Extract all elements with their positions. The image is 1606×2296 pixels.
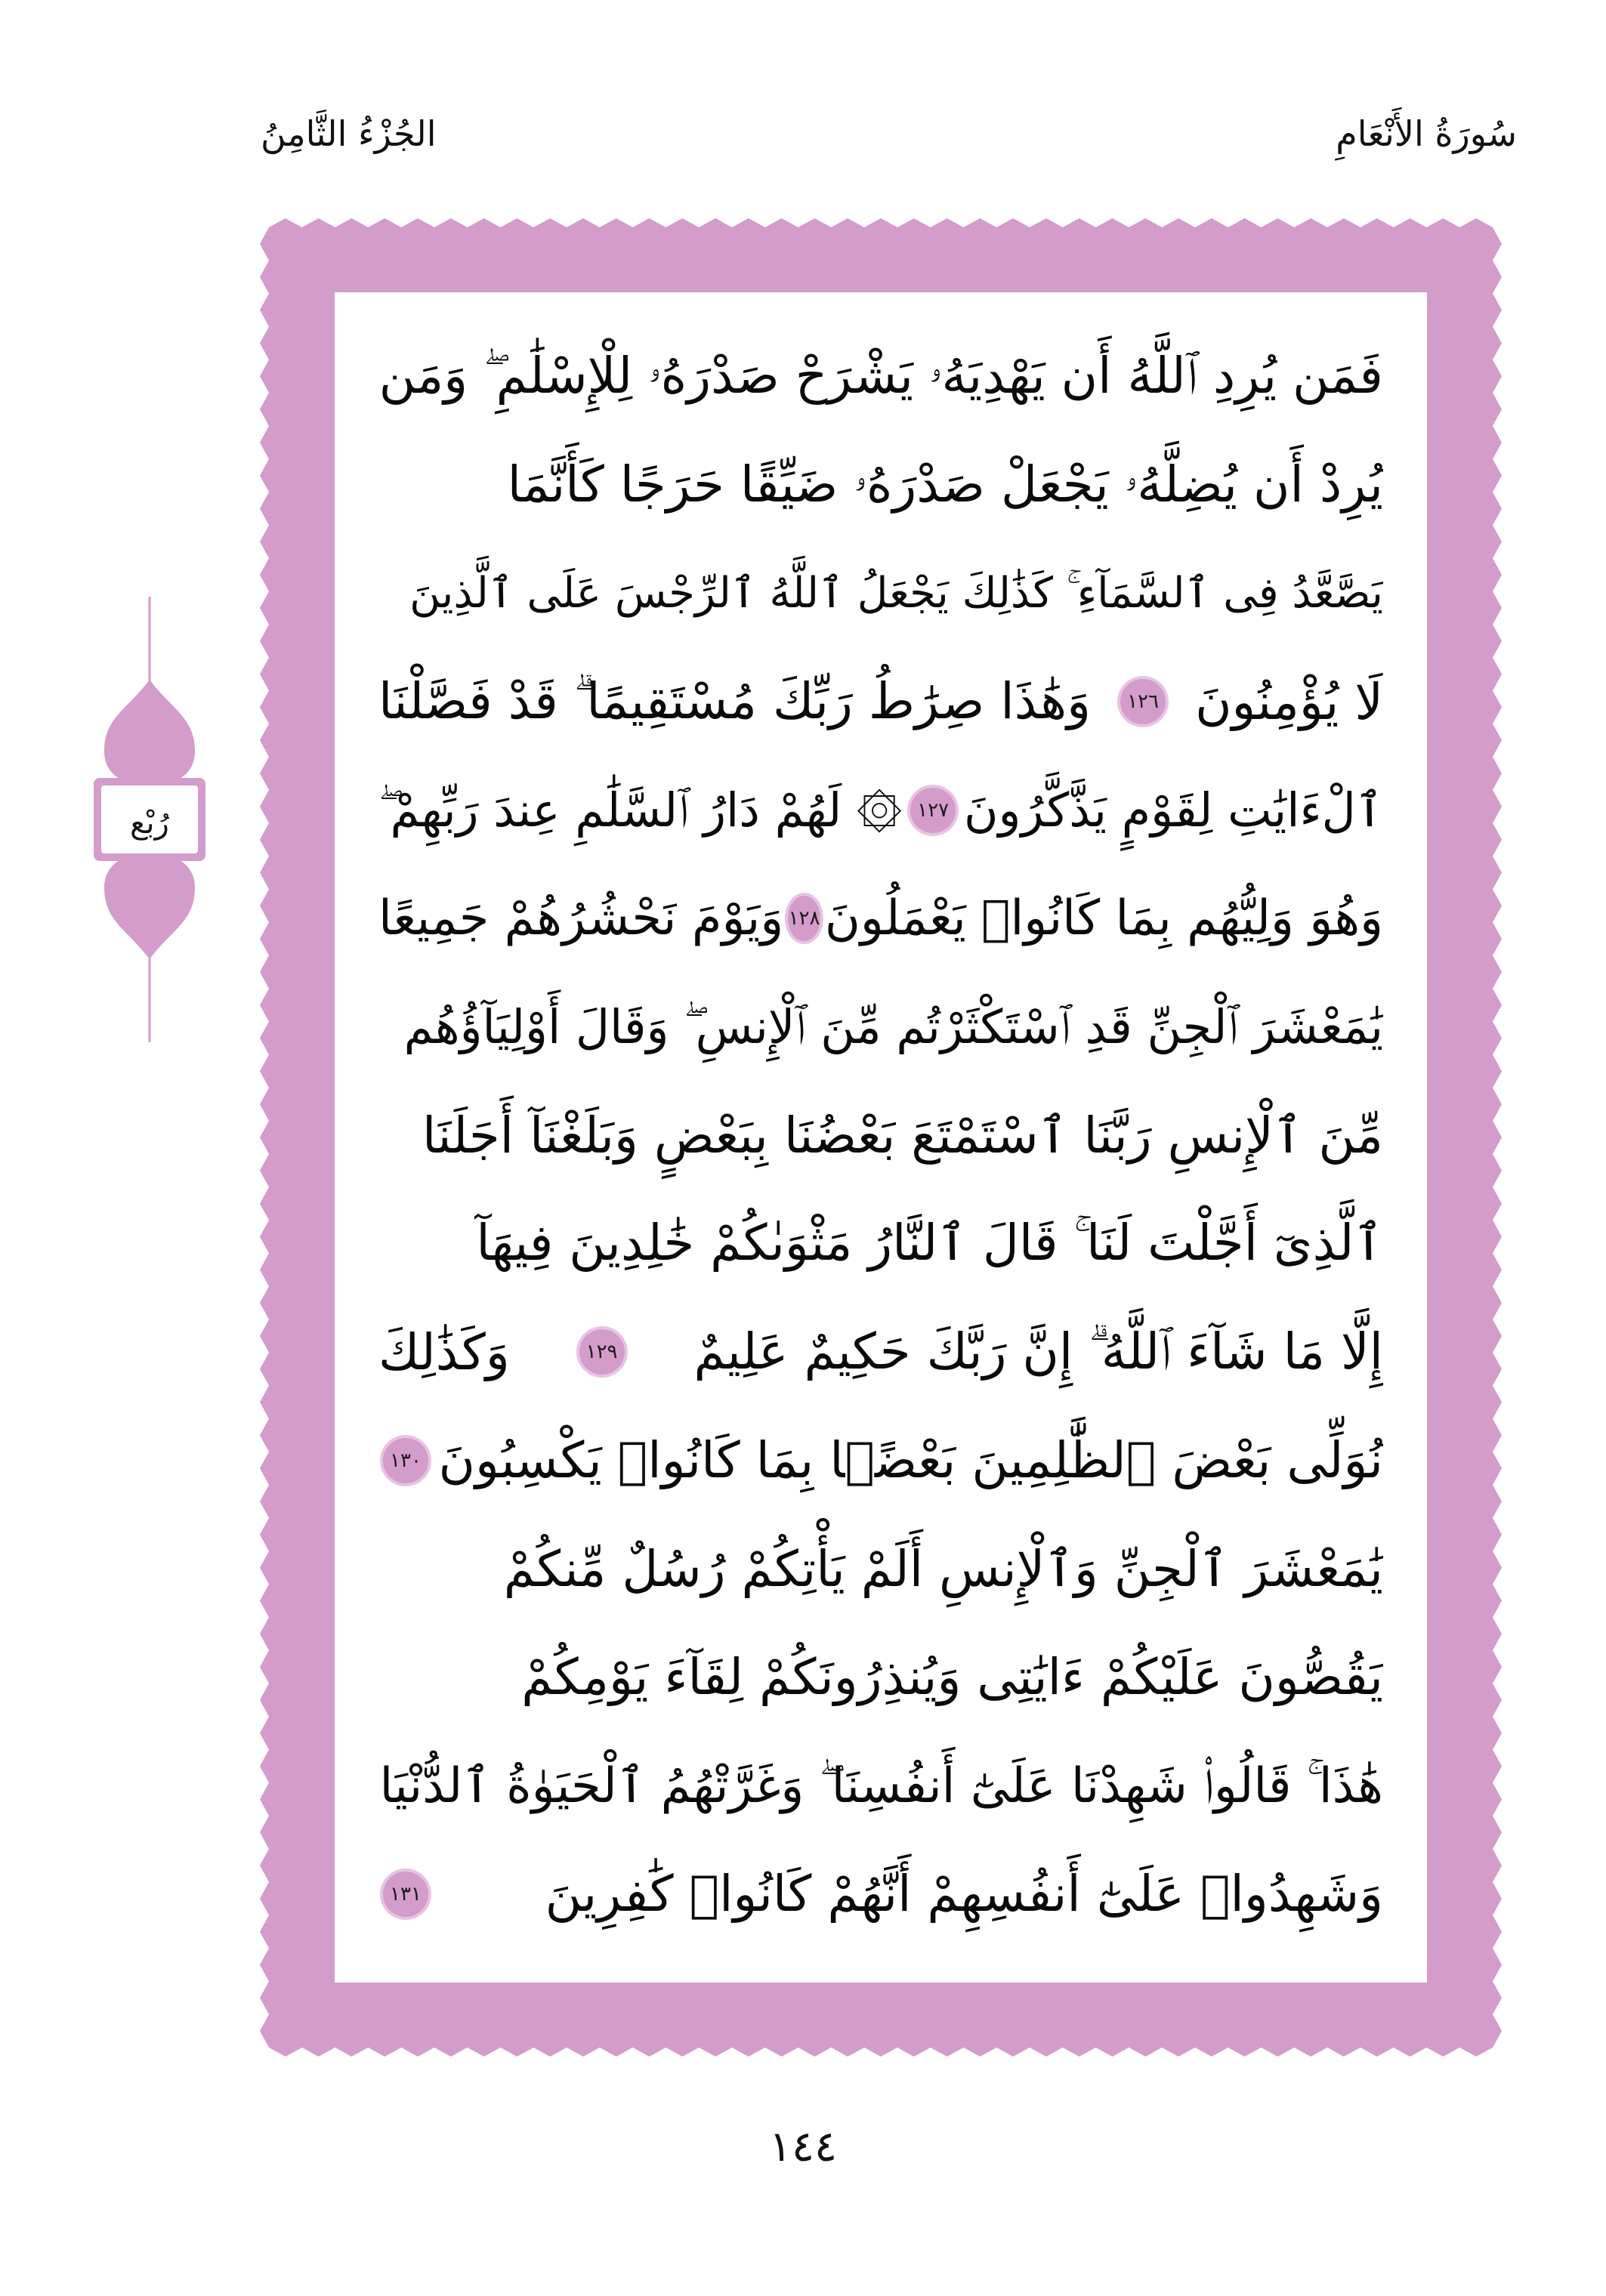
verse-line — [378, 1515, 1383, 1624]
verse-text: فَمَن يُرِدِ ٱللَّهُ أَن يَهْدِيَهُۥ يَشْرَحْ صَدْرَهُۥ لِلْإِسْلَٰمِ ۖ وَمَن — [378, 347, 1383, 406]
ayah-number-marker: ١٢٨ — [788, 896, 820, 941]
verse-line — [378, 1840, 1383, 1949]
verse-line — [378, 322, 1383, 431]
juz-title: الجُزْءُ الثَّامِنُ — [261, 113, 437, 154]
surah-title: سُورَةُ الأَنْعَامِ — [1336, 113, 1517, 154]
rub-label: رُبْع — [130, 806, 169, 841]
verse-text: ٱلَّذِىٓ أَجَّلْتَ لَنَا ۚ قَالَ ٱلنَّارُ مَثْوَىٰكُمْ خَٰلِدِينَ فِيهَآ — [476, 1214, 1383, 1273]
verse-text: يُرِدْ أَن يُضِلَّهُۥ يَجْعَلْ صَدْرَهُۥ ضَيِّقًا حَرَجًا كَأَنَّمَا — [507, 455, 1383, 514]
verse-line — [378, 1082, 1383, 1190]
verse-text: مِّنَ ٱلْإِنسِ رَبَّنَا ٱسْتَمْتَعَ بَعْضُنَا بِبَعْضٍ وَبَلَغْنَآ أَجَلَنَا — [422, 1106, 1383, 1165]
verse-text: وَكَذَٰلِكَ — [378, 1322, 510, 1381]
verse-line — [378, 1190, 1383, 1298]
verse-line — [378, 431, 1383, 540]
verse-text: وَشَهِدُوا۟ عَلَىٰٓ أَنفُسِهِمْ أَنَّهُمْ كَانُوا۟ كَٰفِرِينَ — [545, 1865, 1383, 1924]
ayah-number-marker: ١٢٧ — [910, 788, 956, 833]
verse-text: لَا يُؤْمِنُونَ — [1195, 672, 1383, 731]
verse-text: وَيَوْمَ نَحْشُرُهُمْ جَمِيعًا — [378, 890, 784, 947]
verse-text: يَٰمَعْشَرَ ٱلْجِنِّ وَٱلْإِنسِ أَلَمْ يَأْتِكُمْ رُسُلٌ مِّنكُمْ — [503, 1539, 1383, 1598]
verse-line — [378, 1406, 1383, 1515]
ayah-number-marker: ١٣١ — [383, 1872, 428, 1917]
verse-text: وَهَٰذَا صِرَٰطُ رَبِّكَ مُسْتَقِيمًا ۗ قَدْ فَصَّلْنَا — [378, 671, 1091, 730]
verse-text: ۞ لَهُمْ دَارُ ٱلسَّلَٰمِ عِندَ رَبِّهِمْ ۖ — [378, 782, 903, 838]
verse-text: هَٰذَا ۚ قَالُوا۟ شَهِدْنَا عَلَىٰٓ أَنفُسِنَا ۖ وَغَرَّتْهُمُ ٱلْحَيَوٰةُ ٱلدُّنْيَا — [379, 1757, 1383, 1814]
verse-line — [378, 865, 1383, 974]
verse-text: نُوَلِّى بَعْضَ ٱلظَّٰلِمِينَ بَعْضًۢا بِمَا كَانُوا۟ يَكْسِبُونَ — [438, 1431, 1383, 1490]
ayah-number-marker: ١٢٩ — [579, 1329, 625, 1375]
verse-line — [378, 973, 1383, 1082]
ayah-number-marker: ١٢٦ — [1120, 679, 1166, 724]
verse-line — [378, 1732, 1383, 1841]
verse-text: يَٰمَعْشَرَ ٱلْجِنِّ قَدِ ٱسْتَكْثَرْتُم مِّنَ ٱلْإِنسِ ۖ وَقَالَ أَوْلِيَآؤُهُم — [403, 998, 1383, 1054]
verse-text: إِلَّا مَا شَآءَ ٱللَّهُ ۗ إِنَّ رَبَّكَ حَكِيمٌ عَلِيمٌ — [693, 1322, 1383, 1381]
verse-text: يَقُصُّونَ عَلَيْكُمْ ءَايَٰتِى وَيُنذِرُونَكُمْ لِقَآءَ يَوْمِكُمْ — [521, 1648, 1383, 1707]
verse-text: وَهُوَ وَلِيُّهُم بِمَا كَانُوا۟ يَعْمَلُونَ — [824, 890, 1383, 947]
verse-line — [378, 1623, 1383, 1732]
verse-line — [378, 648, 1383, 757]
text-panel — [335, 292, 1427, 1983]
verse-line — [378, 756, 1383, 865]
page-number: ١٤٤ — [768, 2122, 838, 2171]
verse-text: يَصَّعَّدُ فِى ٱلسَّمَآءِ ۚ كَذَٰلِكَ يَجْعَلُ ٱللَّهُ ٱلرِّجْسَ عَلَى ٱلَّذِينَ — [409, 568, 1383, 618]
verse-text: ٱلْءَايَٰتِ لِقَوْمٍ يَذَّكَّرُونَ — [964, 782, 1383, 838]
verse-line — [378, 539, 1383, 648]
verse-line — [378, 1298, 1383, 1407]
ayah-number-marker: ١٣٠ — [383, 1438, 428, 1483]
